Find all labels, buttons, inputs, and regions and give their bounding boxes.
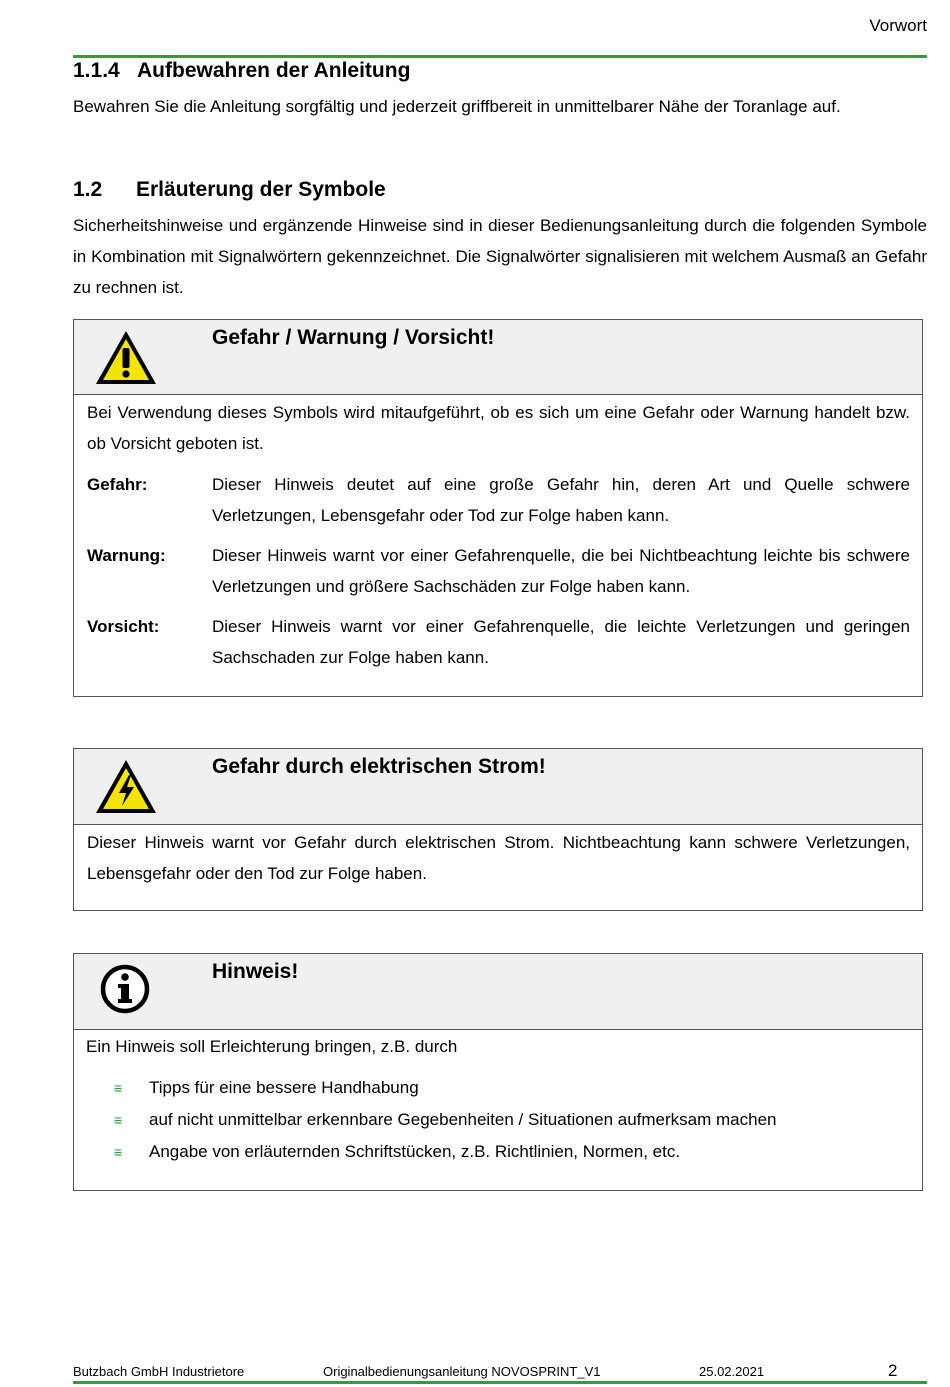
electric-hazard-icon xyxy=(93,757,159,822)
section-1-2-text: Sicherheitshinweise und ergänzende Hinweise sind in dieser Bedienungsanleitung durch die folgenden Symbole in Kombination mit Signalwörtern gekennzeichnet. Die Signalwörter signalisieren mit welchem Ausmaß an Gefahr zu rechnen ist. xyxy=(73,216,927,297)
info-icon xyxy=(99,963,151,1020)
electric-notice-text: Dieser Hinweis warnt vor Gefahr durch elektrischen Strom. Nichtbeachtung kann schwere Verletzungen, Lebensgefahr oder den Tod zur Folge haben. xyxy=(87,833,910,883)
signal-word-description: Dieser Hinweis warnt vor einer Gefahrenquelle, die leichte Verletzungen und geringen Sachschaden zur Folge haben kann. xyxy=(212,617,910,667)
signal-word-caution xyxy=(87,611,910,673)
list-item xyxy=(114,1072,777,1104)
electric-notice-title: Gefahr durch elektrischen Strom! xyxy=(212,755,546,778)
footer-date: 25.02.2021 xyxy=(699,1364,765,1379)
list-item xyxy=(114,1136,777,1168)
warning-notice-intro: Bei Verwendung dieses Symbols wird mitaufgeführt, ob es sich um eine Gefahr oder Warnung handelt bzw. ob Vorsicht geboten ist. xyxy=(87,403,910,453)
signal-word-description: Dieser Hinweis warnt vor einer Gefahrenquelle, die bei Nichtbeachtung leichte bis schwere Verletzungen und größere Sachschäden zur Folge haben kann. xyxy=(212,546,910,596)
section-number: 1.2 xyxy=(73,178,103,201)
bullet-icon: ≡ xyxy=(114,1144,123,1160)
section-number: 1.1.4 xyxy=(73,59,120,82)
section-title: Aufbewahren der Anleitung xyxy=(137,59,411,82)
section-heading-1-2 xyxy=(73,178,386,202)
bullet-icon: ≡ xyxy=(114,1080,123,1096)
footer-document-title: Originalbedienungsanleitung NOVOSPRINT_V1 xyxy=(323,1364,601,1379)
info-notice-box xyxy=(73,953,923,1191)
signal-word-term: Vorsicht: xyxy=(87,617,160,636)
signal-word-description: Dieser Hinweis deutet auf eine große Gefahr hin, deren Art und Quelle schwere Verletzungen, Lebensgefahr oder Tod zur Folge haben kann. xyxy=(212,475,910,525)
section-title: Erläuterung der Symbole xyxy=(136,178,386,201)
warning-notice-header xyxy=(74,320,922,395)
info-notice-title: Hinweis! xyxy=(212,960,299,983)
info-notice-intro: Ein Hinweis soll Erleichterung bringen, z.B. durch xyxy=(86,1037,458,1056)
list-item-text: auf nicht unmittelbar erkennbare Gegebenheiten / Situationen aufmerksam machen xyxy=(149,1110,777,1129)
info-notice-header xyxy=(74,954,922,1030)
warning-notice-title: Gefahr / Warnung / Vorsicht! xyxy=(212,326,495,349)
footer-rule xyxy=(73,1381,927,1384)
warning-notice-box xyxy=(73,319,923,697)
signal-word-term: Gefahr: xyxy=(87,475,148,494)
electric-notice-box xyxy=(73,748,923,911)
warning-notice-body xyxy=(74,395,922,667)
info-bullet-list xyxy=(114,1072,777,1168)
info-notice-body xyxy=(74,1030,922,1161)
signal-word-danger xyxy=(87,469,910,531)
list-item xyxy=(114,1104,777,1136)
footer-page-number: 2 xyxy=(888,1361,898,1380)
bullet-icon: ≡ xyxy=(114,1112,123,1128)
signal-word-term: Warnung: xyxy=(87,546,166,565)
list-item-text: Tipps für eine bessere Handhabung xyxy=(149,1078,419,1097)
electric-notice-header xyxy=(74,749,922,825)
warning-triangle-icon xyxy=(93,328,159,393)
list-item-text: Angabe von erläuternden Schriftstücken, z.B. Richtlinien, Normen, etc. xyxy=(149,1142,681,1161)
header-rule xyxy=(73,55,927,58)
page-header-title: Vorwort xyxy=(869,16,927,35)
signal-word-warning xyxy=(87,540,910,602)
section-1-1-4-text: Bewahren Sie die Anleitung sorgfältig und jederzeit griffbereit in unmittelbarer Nähe der Toranlage auf. xyxy=(73,97,841,116)
electric-notice-body xyxy=(74,825,922,889)
footer-company: Butzbach GmbH Industrietore xyxy=(73,1364,245,1379)
section-heading-1-1-4 xyxy=(73,59,410,83)
